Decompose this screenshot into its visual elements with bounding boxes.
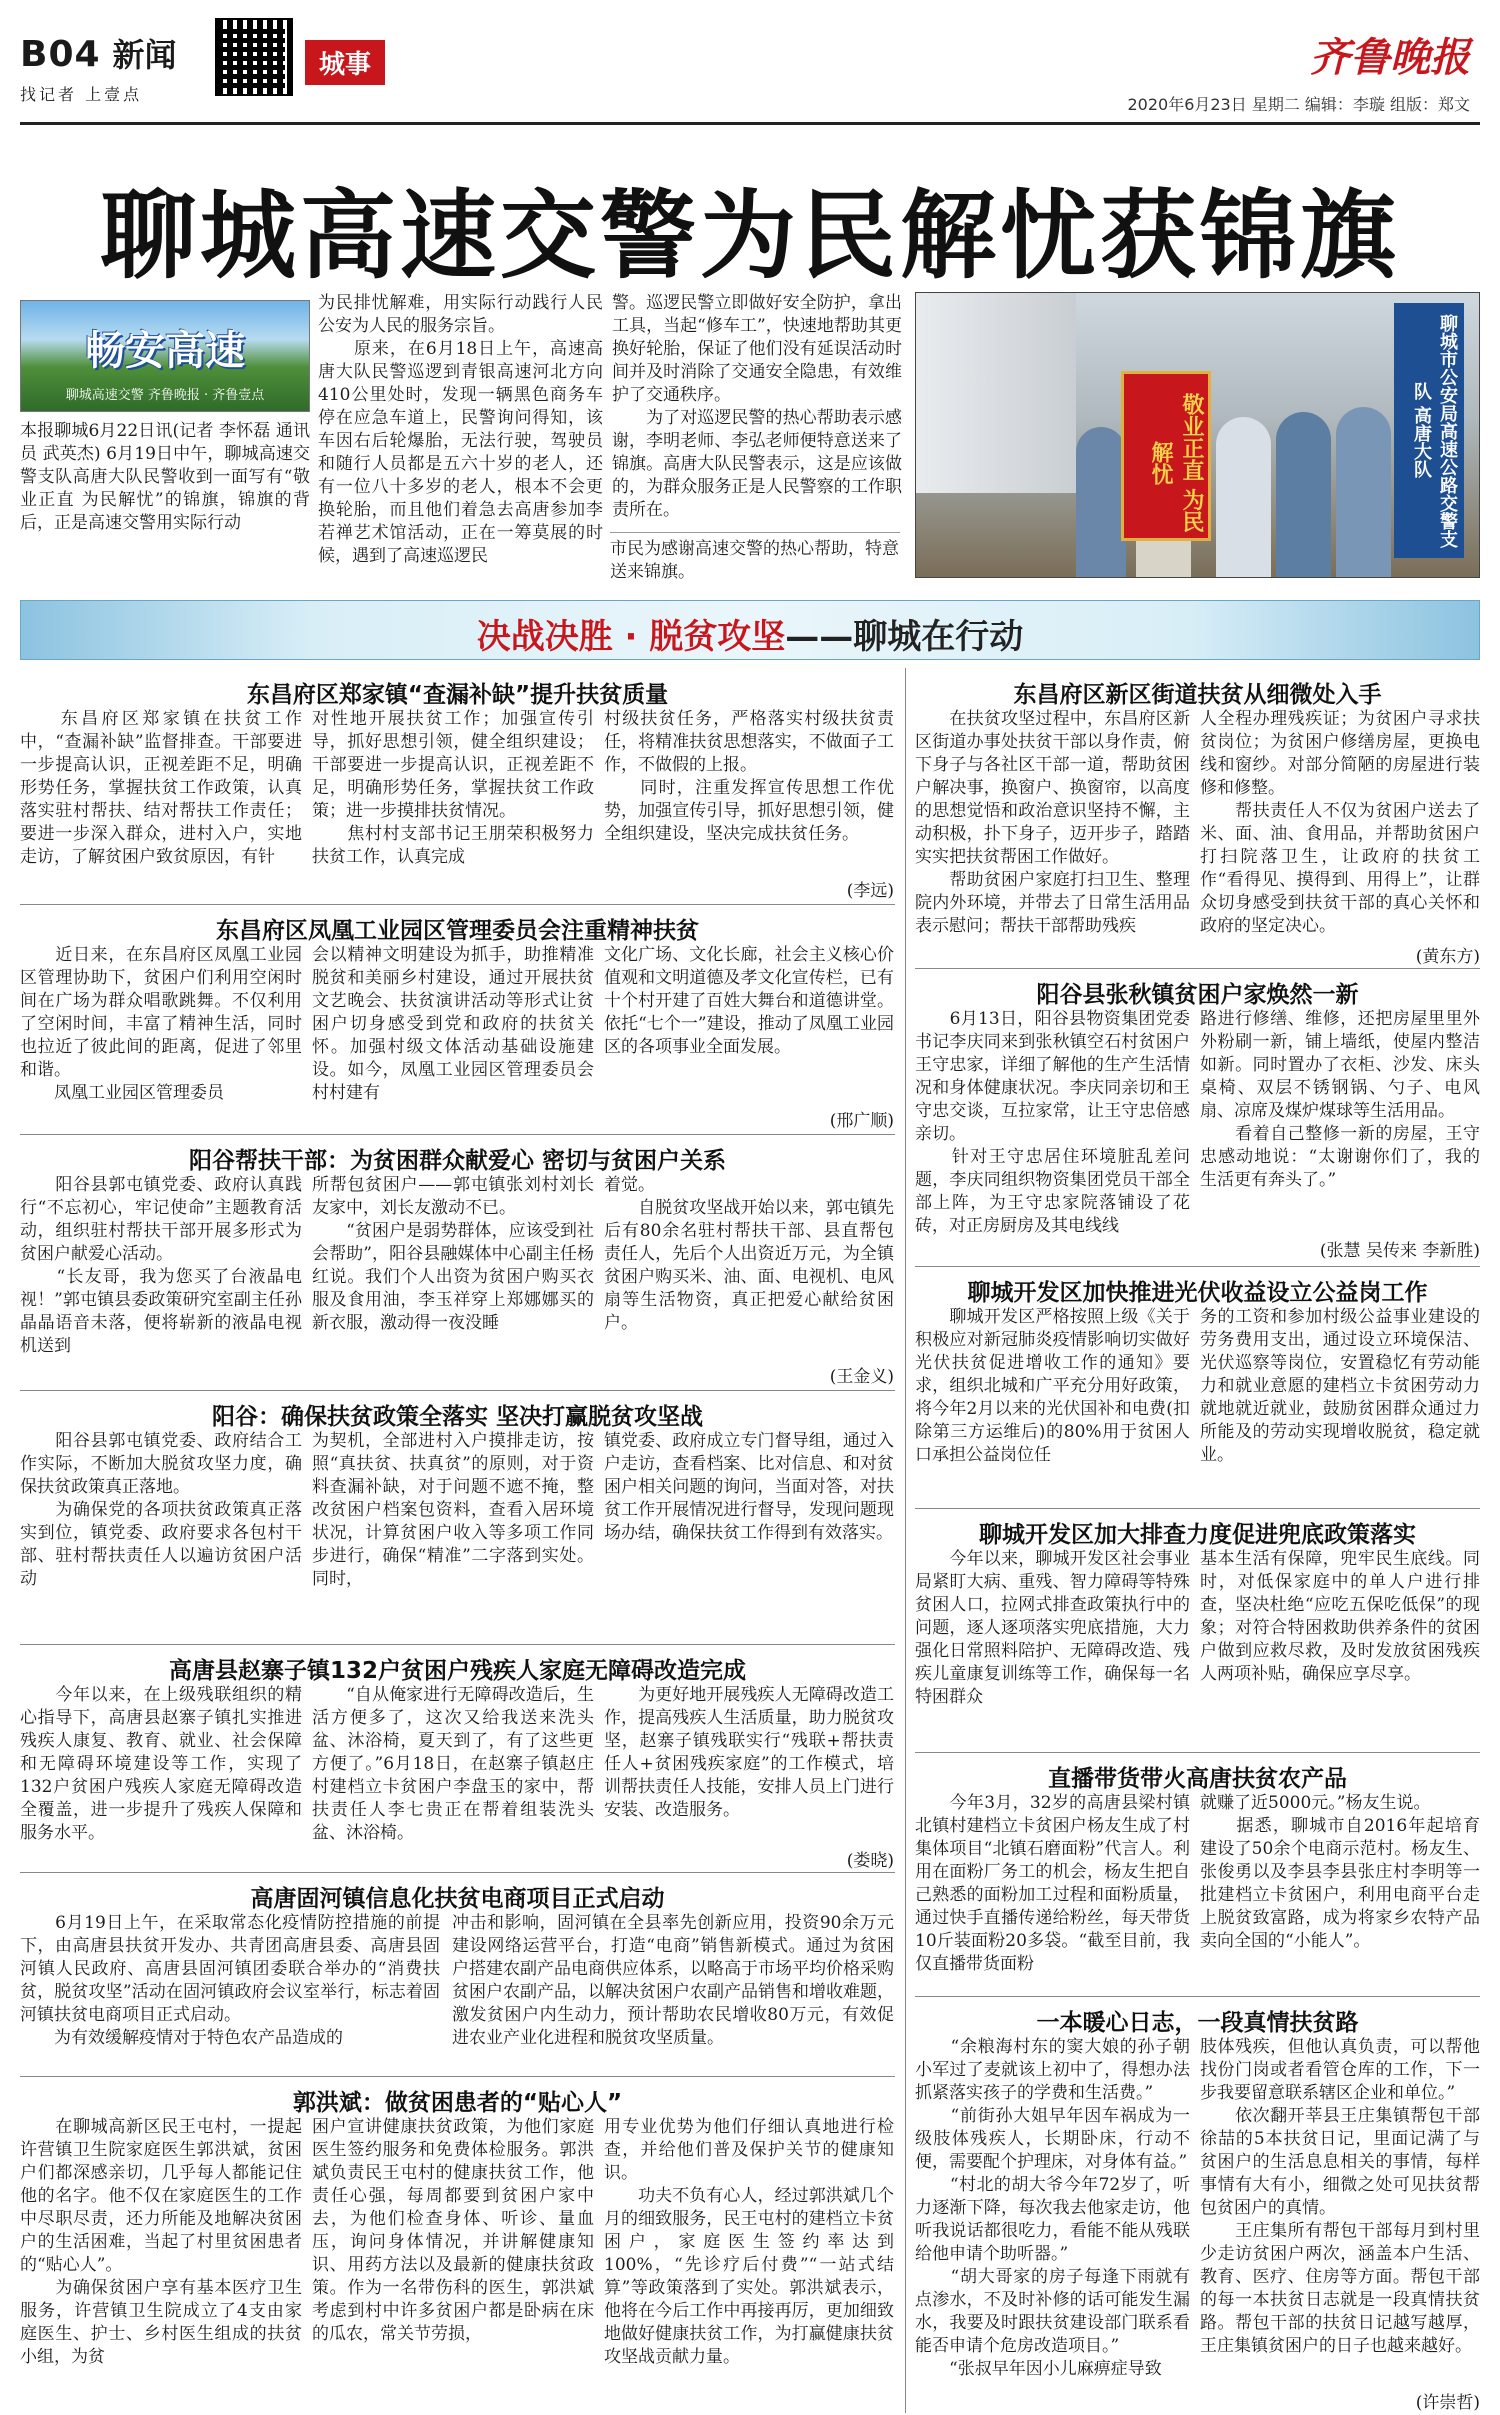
article-column: 为契机，全部进村入户摸排走访，按照“真扶贫、扶真贫”的原则，对于资料查漏补缺，对于问题不遮不掩，整改贫困户档案包资料，查看入居环境状况，计算贫困户收入等多项工作同步进行，确保“精准”二字落到实处。同时， — [312, 1431, 594, 1589]
article-column: 文化广场、文化长廊，社会主义核心价值观和文明道德及孝文化宣传栏，已有十个村开建了百姓大舞台和道德讲堂。依托“七个一”建设，推动了凤凰工业园区的各项事业全面发展。 — [604, 945, 894, 1057]
article-column: “自从俺家进行无障碍改造后，生活方便多了，这次又给我送来洗头盆、沐浴椅，夏天到了，有了这些更方便了。”6月18日，在赵寨子镇赵庄村建档立卡贫困户李盘玉的家中，帮扶责任人李七贵正在帮着组装洗头盆、沐浴椅。 — [312, 1685, 594, 1843]
article-title: 东昌府区新区街道扶贫从细微处入手 — [1013, 682, 1382, 708]
article-divider — [20, 904, 895, 905]
article-title: 高唐固河镇信息化扶贫电商项目正式启动 — [250, 1886, 665, 1912]
section-tag: 城事 — [305, 40, 385, 85]
header-rule — [20, 122, 1480, 125]
article-title: 东昌府区凤凰工业园区管理委员会注重精神扶贫 — [216, 918, 699, 944]
article-column: 东昌府区郑家镇在扶贫工作中，“查漏补缺”监督排查。干部要进一步提高认识，正视差距不足，明确形势任务，掌握扶贫工作政策，认真落实驻村帮扶、结对帮扶工作责任；要进一步深入群众，进村入户，实地走访，了解贫困户致贫原因，有针 — [20, 709, 302, 867]
article-column: 近日来，在东昌府区凤凰工业园区管理协助下，贫困户们利用空闲时间在广场为群众唱歌跳舞。不仅利用了空闲时间，丰富了精神生活，同时也拉近了彼此间的距离，促进了邻里和谐。 凤凰工业园区管理委员 — [20, 945, 302, 1103]
article-title: 聊城开发区加快推进光伏收益设立公益岗工作 — [967, 1280, 1428, 1306]
article-author: (许崇哲) — [1415, 2393, 1480, 2413]
brand-logo: 齐鲁晚报 — [1310, 34, 1470, 81]
article-column: 用专业优势为他们仔细认真地进行检查，并给他们普及保护关节的健康知识。 功夫不负有心人，经过郭洪斌几个月的细致服务，民王屯村的建档立卡贫困户，家庭医生签约率达到100%，“先诊疗后付费”“一站式结算”等政策落到了实处。郭洪斌表示，他将在今后工作中再接再厉，更加细致地做好健康扶贫工作，为打赢健康扶贫攻坚战贡献力量。 — [604, 2117, 894, 2367]
article-column: 6月19日上午，在采取常态化疫情防控措施的前提下，由高唐县扶贫开发办、共青团高唐县委、高唐县固河镇人民政府、高唐县固河镇团委联合举办的“消费扶贫，脱贫攻坚”活动在固河镇政府会议室举行，标志着固河镇扶贫电商项目正式启动。 为有效缓解疫情对于特色农产品造成的 — [20, 1913, 440, 2048]
building — [916, 293, 1076, 493]
issue-meta: 2020年6月23日 星期二 编辑：李璇 组版：郑文 — [1127, 95, 1470, 114]
article-title: 直播带货带火高唐扶贫农产品 — [1048, 1766, 1347, 1792]
lead-column-3: 警。巡逻民警立即做好安全防护，拿出工具，当起“修车工”，快速地帮助其更换好轮胎，保证了他们没有延误活动时间并及时消除了交通安全隐患，有效维护了交通秩序。 为了对巡逻民警的热心帮助表示感谢，李明老师、李弘老师便特意送来了锦旗。高唐大队民警表示，这是应该做的，为群众服务正是人民警察的工作职责所在。 — [612, 293, 902, 520]
article-column: 镇党委、政府成立专门督导组，通过入户走访，查看档案、比对信息、和对贫困户相关问题的询问，当面对答，对扶贫工作开展情况进行督导，发现问题现场办结，确保扶贫工作得到有效落实。 — [604, 1431, 894, 1543]
article-divider — [20, 1134, 895, 1135]
article-column: 6月13日，阳谷县物资集团党委书记李庆同来到张秋镇空石村贫困户王守忠家，详细了解他的生产生活情况和身体健康状况。李庆同亲切和王守忠交谈，互拉家常，让王守忠倍感亲切。 针对王守忠居住环境脏乱差问题，李庆同组织物资集团党员干部全部上阵，为王守忠家院落铺设了花砖，对正房厨房及其电线线 — [915, 1009, 1190, 1236]
police-station-sign: 聊城市公安局高速公路交警支队 高唐大队 — [1394, 303, 1464, 558]
badge-title: 畅安高速 — [85, 328, 245, 374]
article-column: 冲击和影响，固河镇在全县率先创新应用，投资90余万元建设网络运营平台，打造“电商”销售新模式。通过为贫困户搭建农副产品电商供应体系，以略高于市场平均价格采购贫困户农副产品，以解决贫困户农副产品销售和增收难题，激发贫困户内生动力，预计帮助农民增收80万元，有效促进农业产业化进程和脱贫攻坚质量。 — [452, 1913, 894, 2048]
article-title: 东昌府区郑家镇“查漏补缺”提升扶贫质量 — [246, 682, 669, 708]
article-column: 聊城开发区严格按照上级《关于积极应对新冠肺炎疫情影响切实做好光伏扶贫促进增收工作的通知》要求，组织北城和广平充分用好政策，将今年2月以来的光伏国补和电费(扣除第三方运维后)的80%用于贫困人口承担公益岗位任 — [915, 1307, 1190, 1465]
lead-column-2: 为民排忧解难，用实际行动践行人民公安为人民的服务宗旨。 原来，在6月18日上午，高速高唐大队民警巡逻到青银高速河北方向410公里处时，发现一辆黑色商务车停在应急车道上，民警询问得知，该车因右后轮爆胎，无法行驶，驾驶员和随行人员都是五六十岁的老人，还有一位八十多岁的老人，根本不会更换轮胎，而且他们着急去高唐参加李若禅艺术馆活动，正在一筹莫展的时候，遇到了高速巡逻民 — [318, 293, 603, 566]
article-divider — [20, 2076, 895, 2077]
article-divider — [915, 1996, 1480, 1997]
article-divider — [915, 1508, 1480, 1509]
article-column: 基本生活有保障，兜牢民生底线。同时，对低保家庭中的单人户进行排查，坚决杜绝“应吃五保吃低保”的现象；对符合特困救助供养条件的贫困户做到应救尽救，及时发放贫困残疾人两项补贴，确保应享尽享。 — [1200, 1549, 1480, 1684]
article-divider — [20, 1872, 895, 1873]
officer-figure — [1276, 412, 1331, 577]
article-column: 在扶贫攻坚过程中，东昌府区新区街道办事处扶贫干部以身作责，俯下身子与各社区干部一道，帮助贫困户解决事，换窗户、换窗帘，以高度的思想觉悟和政治意识坚持不懈，主动积极，扑下身子，迈开步子，踏踏实实把扶贫帮困工作做好。 帮助贫困户家庭打扫卫生、整理院内外环境，并带去了日常生活用品表示慰问；帮扶干部帮助残疾 — [915, 709, 1190, 936]
banner-title: 决战决胜 · 脱贫攻坚 — [476, 617, 786, 657]
citizen-figure — [1216, 417, 1271, 577]
article-column: 村级扶贫任务，严格落实村级扶贫责任，将精准扶贫思想落实，不做面子工作，不做假的上报。 同时，注重发挥宣传思想工作优势，加强宣传引导，抓好思想引领，健全组织建设，坚决完成扶贫任务。 — [604, 709, 894, 844]
article-column: 困户宣讲健康扶贫政策，为他们家庭医生签约服务和免费体检服务。郭洪斌负责民王屯村的健康扶贫工作，他责任心强，每周都要到贫困户家中去，为他们检查身体、听诊、量血压，询问身体情况，并讲解健康知识、用药方法以及最新的健康扶贫政策。作为一名带伤科的医生，郭洪斌考虑到村中许多贫困户都是卧病在床的瓜农，常关节劳损， — [312, 2117, 594, 2344]
section-name: 新闻 — [112, 36, 177, 74]
article-divider — [915, 1752, 1480, 1753]
page-number: B04 — [20, 34, 101, 75]
banner-subtitle: ——聊城在行动 — [785, 617, 1024, 657]
officer-figure — [1336, 407, 1391, 577]
article-column: 会以精神文明建设为抓手，助推精准脱贫和美丽乡村建设，通过开展扶贫文艺晚会、扶贫演讲活动等形式让贫困户切身感受到党和政府的扶贫关怀。加强村级文体活动基础设施建设。如今，凤凰工业园区管理委员会村村建有 — [312, 945, 594, 1103]
badge-subtitle: 聊城高速交警 齐鲁晚报 · 齐鲁壹点 — [65, 388, 265, 403]
article-column: 务的工资和参加村级公益事业建设的劳务费用支出，通过设立环境保洁、光伏巡察等岗位，安置稳忆有劳动能力和就业意愿的建档立卡贫困劳动力就地就近就业，鼓励贫困群众通过力所能及的劳动实现增收脱贫，稳定就业。 — [1200, 1307, 1480, 1465]
article-title: 高唐县赵寨子镇132户贫困户残疾人家庭无障碍改造完成 — [168, 1658, 746, 1684]
article-column: 阳谷县郭屯镇党委、政府结合工作实际，不断加大脱贫攻坚力度，确保扶贫政策真正落地。 为确保党的各项扶贫政策真正落实到位，镇党委、政府要求各包村干部、驻村帮扶责任人以遍访贫困户活动 — [20, 1431, 302, 1589]
article-column: 阳谷县郭屯镇党委、政府认真践行“不忘初心，牢记使命”主题教育活动，组织驻村帮扶干部开展多形式为贫困户献爱心活动。 “长友哥，我为您买了台液晶电视！”郭屯镇县委政策研究室副主任孙晶晶语音未落，便将崭新的液晶电视机送到 — [20, 1175, 302, 1356]
article-column: 肢体残疾，但他认真负责，可以帮他找份门岗或者看管仓库的工作，下一步我要留意联系辖区企业和单位。” 依次翻开莘县王庄集镇帮包干部徐喆的5本扶贫日记，里面记满了与贫困户的生活息息相关的事情，每样事情有大有小，细微之处可见扶贫帮包贫困户的真情。 王庄集所有帮包干部每月到村里少走访贫困户两次，涵盖本户生活、教育、医疗、住房等方面。帮包干部的每一本扶贫日志就是一段真情扶贫路。帮包干部的扶贫日记越写越厚，王庄集镇贫困户的日子也越来越好。 — [1200, 2037, 1480, 2356]
article-author: (黄东方) — [1415, 947, 1480, 967]
article-title: 聊城开发区加大排查力度促进兜底政策落实 — [979, 1522, 1416, 1548]
lead-column-1: 本报聊城6月22日讯(记者 李怀磊 通讯员 武英杰) 6月19日中午，聊城高速交警支队高唐大队民警收到一面写有“敬业正直 为民解忧”的锦旗，锦旗的背后，正是高速交警用实际行动 — [20, 421, 310, 533]
header-subtitle: 找记者 上壹点 — [20, 85, 143, 104]
article-column: 路进行修缮、维修，还把房屋里里外外粉刷一新，铺上墙纸，使屋内整洁如新。同时置办了衣柜、沙发、床头桌椅、双层不锈钢锅、勺子、电风扇、凉席及煤炉煤球等生活用品。 看着自己整修一新的房屋，王守忠感动地说：“太谢谢你们了，我的生活更有奔头了。” — [1200, 1009, 1480, 1190]
article-title: 郭洪斌：做贫困患者的“贴心人” — [292, 2090, 623, 2116]
page-header — [20, 30, 177, 105]
article-column: 所帮包贫困户——郭屯镇张刘村刘长友家中，刘长友激动不已。 “贫困户是弱势群体，应该受到社会帮助”，阳谷县融媒体中心副主任杨红说。我们个人出资为贫困户购买衣服及食用油，李玉祥穿上郑娜娜买的新衣服，激动得一夜没睡 — [312, 1175, 594, 1333]
article-author: (张慧 吴传来 李新胜) — [1319, 1241, 1480, 1261]
article-divider — [20, 1644, 895, 1645]
article-title: 阳谷县张秋镇贫困户家焕然一新 — [1036, 982, 1359, 1008]
article-column: 今年以来，在上级残联组织的精心指导下，高唐县赵寨子镇扎实推进残疾人康复、教育、就业、社会保障和无障碍环境建设等工作，实现了132户贫困户残疾人家庭无障碍改造全覆盖，进一步提升了残疾人保障和服务水平。 — [20, 1685, 302, 1843]
main-headline: 聊城高速交警为民解忧获锦旗 — [100, 180, 1400, 292]
article-author: (王金义) — [829, 1367, 894, 1387]
article-column: 人全程办理残疾证；为贫困户寻求扶贫岗位；为贫困户修缮房屋，更换电线和窗纱。对部分简陋的房屋进行装修和修整。 帮扶责任人不仅为贫困户送去了米、面、油、食用品，并帮助贫困户打扫院落卫生，让政府的扶贫工作“看得见、摸得到、用得上”，让群众切身感受到扶贫干部的真心关怀和政府的坚定决心。 — [1200, 709, 1480, 936]
qr-code-icon[interactable] — [215, 18, 293, 96]
article-column: 就赚了近5000元。”杨友生说。 据悉，聊城市自2016年起培育建设了50余个电商示范村。杨友生、张俊勇以及李县李县张庄村李明等一批建档立卡贫困户，利用电商平台走上脱贫致富路，成为将家乡农特产品卖向全国的“小能人”。 — [1200, 1793, 1480, 1951]
column-badge — [20, 300, 310, 412]
article-title: 阳谷帮扶干部：为贫困群众献爱心 密切与贫困户关系 — [188, 1148, 726, 1174]
article-column: 着觉。 自脱贫攻坚战开始以来，郭屯镇先后有80余名驻村帮扶干部、县直帮包责任人，先后个人出资近万元，为全镇贫困户购买米、油、面、电视机、电风扇等生活物资，真正把爱心献给贫困户。 — [604, 1175, 894, 1333]
column-divider — [905, 668, 906, 2413]
article-title: 阳谷：确保扶贫政策全落实 坚决打赢脱贫攻坚战 — [211, 1404, 703, 1430]
article-divider — [915, 1266, 1480, 1267]
article-author: (邢广顺) — [829, 1111, 894, 1131]
article-column: 今年3月，32岁的高唐县梁村镇北镇村建档立卡贫困户杨友生成了村集体项目“北镇石磨面粉”代言人。利用在面粉厂务工的机会，杨友生把自己熟悉的面粉加工过程和面粉质量，通过快手直播传递给粉丝，每天带货10斤装面粉20多袋。“截至目前，我仅直播带货面粉 — [915, 1793, 1190, 1974]
article-title: 一本暖心日志，一段真情扶贫路 — [1036, 2010, 1359, 2036]
article-column: “余粮海村东的窦大娘的孙子朝小军过了麦就该上初中了，得想办法抓紧落实孩子的学费和生活费。” “前街孙大姐早年因车祸成为一级肢体残疾人，长期卧床，行动不便，需要配个护理床，对身体有益。” “村北的胡大爷今年72岁了，听力逐渐下降，每次我去他家走访，他听我说话都很吃力，看能不能从残联给他申请个助听器。” “胡大哥家的房子每逢下雨就有点渗水，不及时补修的话可能发生漏水，我要及时跟扶贫建设部门联系看能否申请个危房改造项目。” “张叔早年因小儿麻痹症导致 — [915, 2037, 1190, 2379]
article-column: 对性地开展扶贫工作；加强宣传引导，抓好思想引领，健全组织建设；干部要进一步提高认识，正视差距不足，明确形势任务，掌握扶贫工作政策；进一步摸排扶贫情况。 焦村村支部书记王朋荣积极努力扶贫工作，认真完成 — [312, 709, 594, 867]
article-divider — [20, 1390, 895, 1391]
article-column: 在聊城高新区民王屯村，一提起许营镇卫生院家庭医生郭洪斌，贫困户们都深感亲切，几乎每人都能记住他的名字。他不仅在家庭医生的工作中尽职尽责，还力所能及地解决贫困户的生活困难，当起了村里贫困患者的“贴心人”。 为确保贫困户享有基本医疗卫生服务，许营镇卫生院成立了4支由家庭医生、护士、乡村医生组成的扶贫小组，为贫 — [20, 2117, 302, 2367]
article-author: (李远) — [846, 881, 894, 901]
section-banner — [20, 600, 1480, 660]
officer-figure — [1076, 427, 1126, 577]
photo-caption: 市民为感谢高速交警的热心帮助，特意送来锦旗。 — [610, 532, 900, 584]
article-divider — [915, 968, 1480, 969]
lead-photo — [915, 292, 1480, 578]
article-author: (娄晓) — [846, 1851, 894, 1871]
article-column: 为更好地开展残疾人无障碍改造工作，提高残疾人生活质量，助力脱贫攻坚，赵寨子镇残联实行“残联+帮扶责任人+贫困残疾家庭”的工作模式，培训帮扶责任人技能，安排人员上门进行安装、改造服务。 — [604, 1685, 894, 1820]
article-column: 今年以来，聊城开发区社会事业局紧盯大病、重残、智力障碍等特殊贫困人口，拉网式排查政策执行中的问题，逐人逐项落实兜底措施，大力强化日常照料陪护、无障碍改造、残疾儿童康复训练等工作，确保每一名特困群众 — [915, 1549, 1190, 1707]
silk-banner: 敬业正直 为民解忧 — [1121, 371, 1211, 541]
